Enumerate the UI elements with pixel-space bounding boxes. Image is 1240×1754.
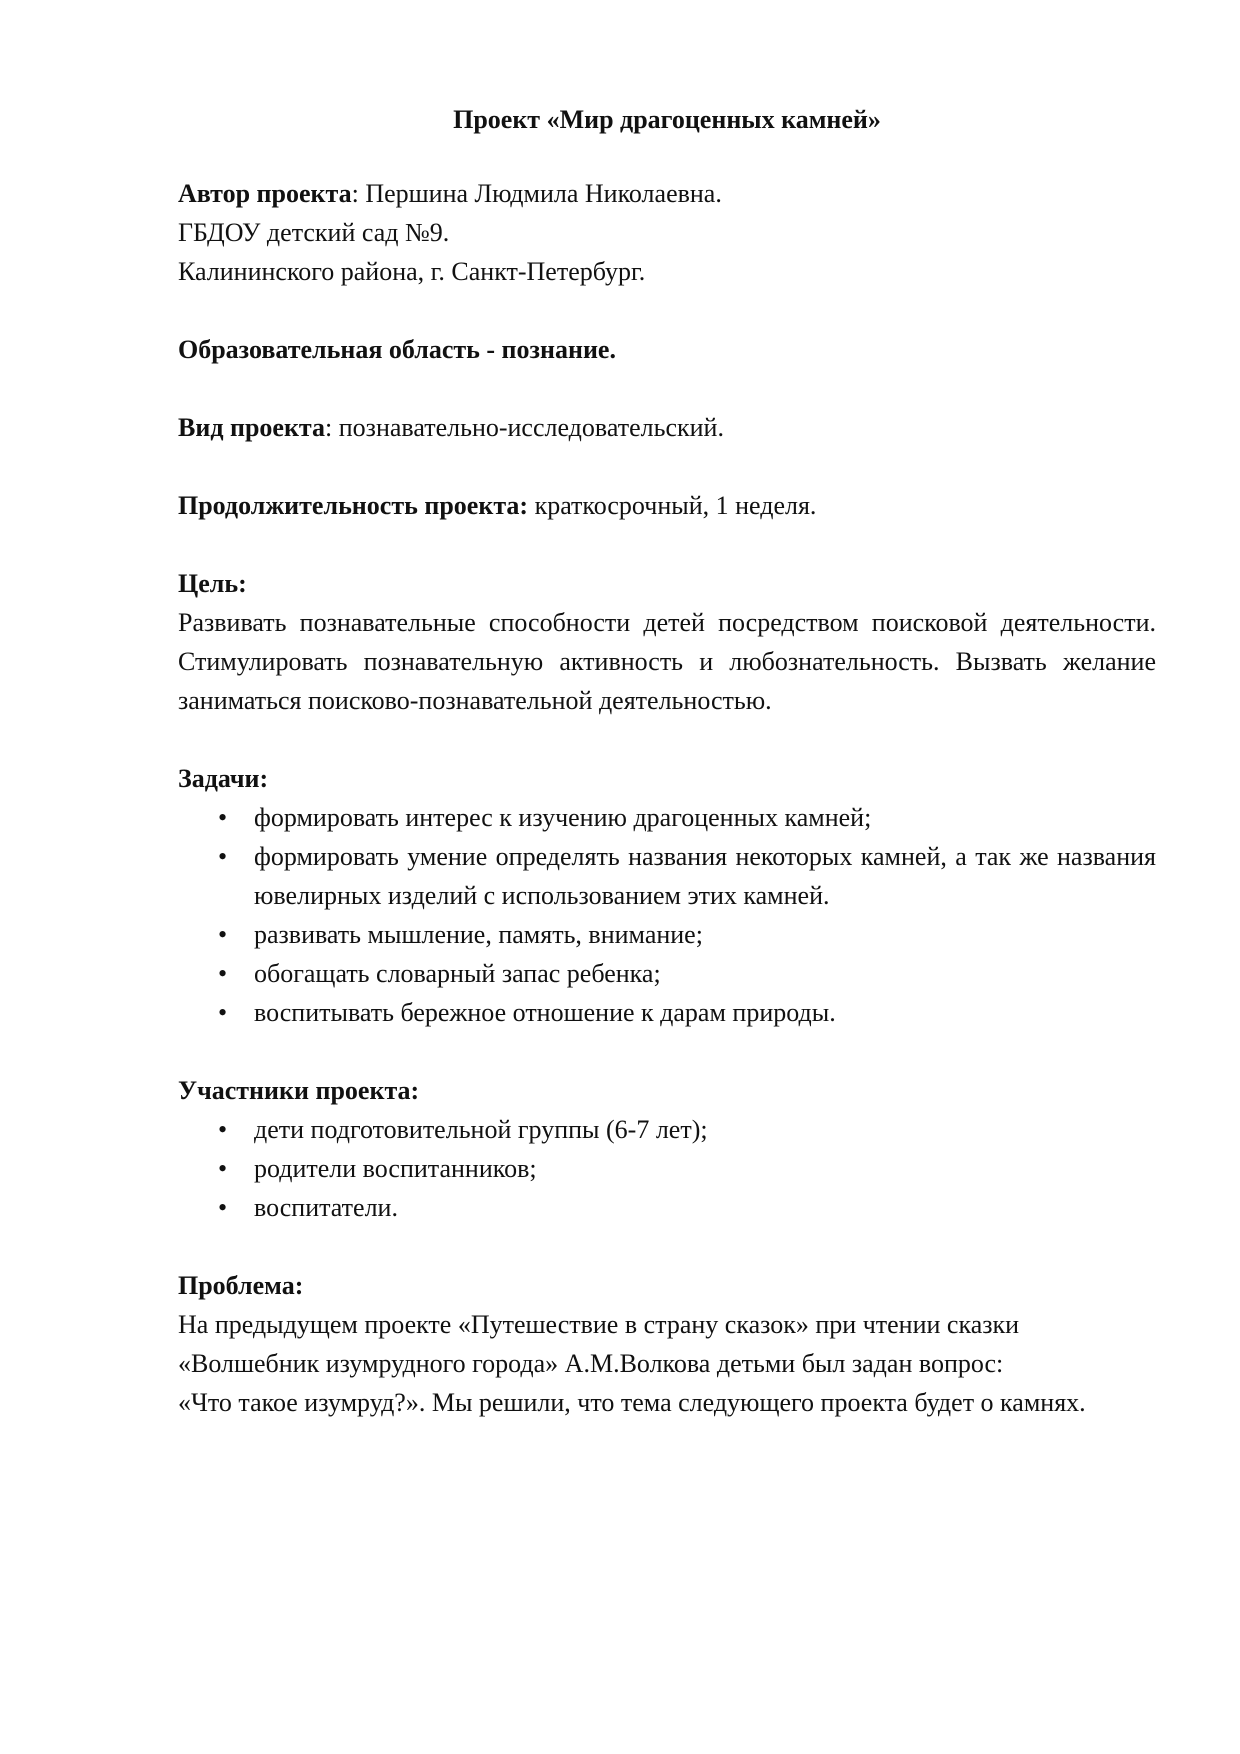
- document-page: [178, 100, 1156, 1422]
- document-title: Проект «Мир драгоценных камней»: [453, 105, 881, 134]
- author-sep: :: [351, 179, 366, 208]
- project-type-label: Вид проекта: [178, 413, 326, 442]
- bullet-icon: •: [218, 1115, 228, 1144]
- bullet-icon: •: [218, 1154, 228, 1183]
- project-duration: [178, 486, 1156, 525]
- project-duration-value: краткосрочный, 1 неделя.: [528, 491, 817, 520]
- bullet-icon: •: [218, 803, 228, 832]
- author-institution: ГБДОУ детский сад №9.: [178, 218, 450, 247]
- bullet-icon: •: [218, 959, 228, 988]
- author-label: Автор проекта: [178, 179, 352, 208]
- participants-heading: Участники проекта:: [178, 1076, 420, 1105]
- problem-heading: Проблема:: [178, 1271, 304, 1300]
- edu-area: Образовательная область - познание.: [178, 335, 616, 364]
- goal-heading: Цель:: [178, 569, 247, 598]
- author-value: Першина Людмила Николаевна.: [365, 179, 722, 208]
- list-item: • формировать интерес к изучению драгоценных камней;: [178, 798, 1156, 837]
- goal-text: Развивать познавательные способности детей посредством поисковой деятельности. Стимулировать познавательную активность и любознательность. Вызвать желание заниматься поисково-познавательной деятельностью.: [178, 608, 1156, 715]
- author-district: Калининского района, г. Санкт-Петербург.: [178, 257, 646, 286]
- bullet-icon: •: [218, 998, 228, 1027]
- bullet-icon: •: [218, 842, 228, 871]
- list-item: • воспитатели.: [178, 1188, 1156, 1227]
- tasks-list: [178, 798, 1156, 1032]
- list-item: • развивать мышление, память, внимание;: [178, 915, 1156, 954]
- author-line: [178, 174, 1156, 213]
- bullet-icon: •: [218, 1193, 228, 1222]
- project-type-value: познавательно-исследовательский.: [338, 413, 724, 442]
- list-item: • дети подготовительной группы (6-7 лет);: [178, 1110, 1156, 1149]
- project-type: Вид проекта: познавательно-исследовательский.: [178, 413, 724, 442]
- list-item: • родители воспитанников;: [178, 1149, 1156, 1188]
- list-item: • формировать умение определять названия некоторых камней, а так же названия ювелирных изделий с использованием этих камней.: [178, 837, 1156, 915]
- problem-line-3: «Что такое изумруд?». Мы решили, что тема следующего проекта будет о камнях.: [178, 1388, 1086, 1417]
- list-item: • воспитывать бережное отношение к дарам природы.: [178, 993, 1156, 1032]
- participants-list: [178, 1110, 1156, 1227]
- problem-line-2: «Волшебник изумрудного города» А.М.Волкова детьми был задан вопрос:: [178, 1349, 1004, 1378]
- bullet-icon: •: [218, 920, 228, 949]
- list-item: • обогащать словарный запас ребенка;: [178, 954, 1156, 993]
- project-duration-label: Продолжительность проекта:: [178, 491, 529, 520]
- problem-line-1: На предыдущем проекте «Путешествие в страну сказок» при чтении сказки: [178, 1310, 1020, 1339]
- tasks-heading: Задачи:: [178, 764, 269, 793]
